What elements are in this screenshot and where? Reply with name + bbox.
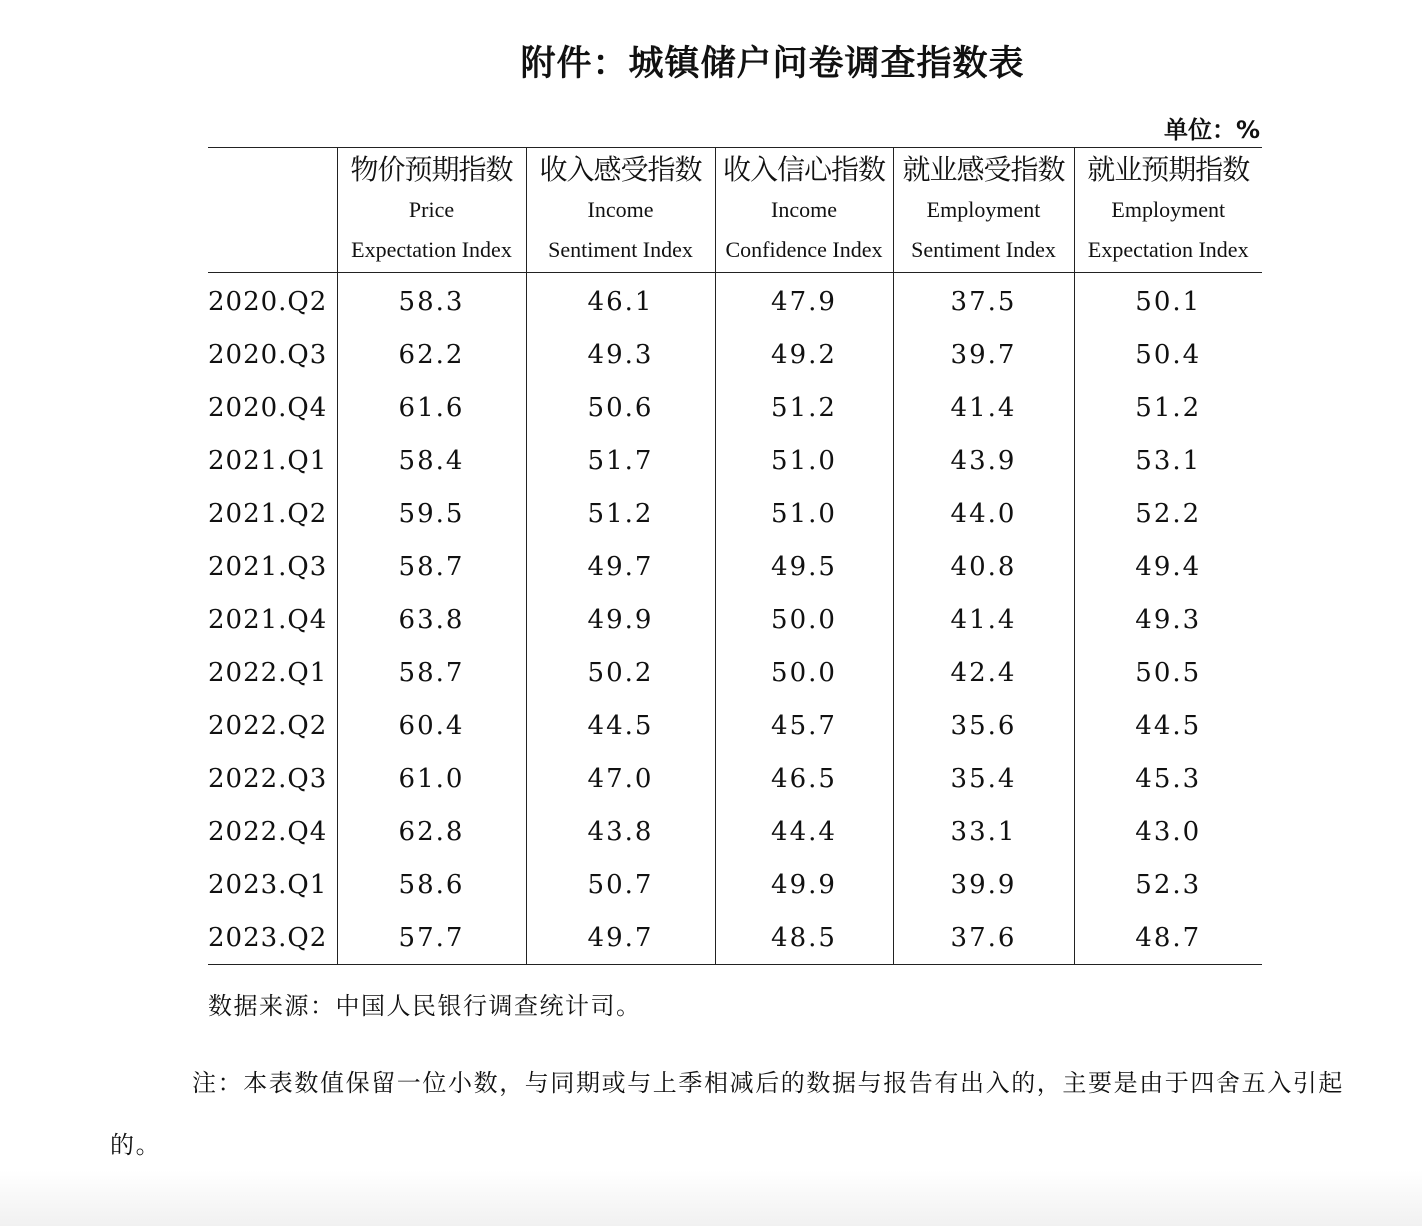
table-row [208, 540, 1262, 593]
value-cell: 62.8 [337, 805, 526, 858]
value-cell: 44.5 [1074, 699, 1262, 752]
table-row [208, 328, 1262, 381]
value-cell: 46.5 [715, 752, 893, 805]
header-en-line1: Income [587, 197, 654, 222]
quarter-cell: 2023.Q2 [208, 911, 337, 965]
header-en-line1: Price [408, 197, 455, 222]
header-cn: 就业预期指数 [1087, 153, 1250, 186]
value-cell: 46.1 [526, 273, 715, 329]
value-cell: 62.2 [337, 328, 526, 381]
value-cell: 35.4 [893, 752, 1074, 805]
header-en-line1: Employment [1111, 197, 1226, 222]
table-row [208, 381, 1262, 434]
value-cell: 61.6 [337, 381, 526, 434]
header-cell-employment-sentiment [893, 148, 1074, 273]
value-cell: 33.1 [893, 805, 1074, 858]
quarter-cell: 2022.Q2 [208, 710, 328, 741]
table-row [208, 434, 1262, 487]
header-en-line1: Income [771, 197, 837, 222]
value-cell: 49.9 [715, 858, 893, 911]
footnote: 注：本表数值保留一位小数，与同期或与上季相减后的数据与报告有出入的，主要是由于四舍五入引起的。 [110, 1069, 1344, 1159]
header-cn: 物价预期指数 [350, 153, 513, 186]
value-cell: 49.2 [715, 328, 893, 381]
header-cell-income-confidence [715, 148, 893, 273]
table-row [208, 858, 1262, 911]
value-cell: 47.9 [715, 273, 893, 329]
value-cell: 43.9 [893, 434, 1074, 487]
value-cell: 37.5 [893, 273, 1074, 329]
data-source-note: 数据来源：中国人民银行调查统计司。 [208, 992, 642, 1020]
value-cell: 48.5 [715, 911, 893, 965]
value-cell: 41.4 [893, 381, 1074, 434]
value-cell: 47.0 [526, 752, 715, 805]
unit-label: 单位：% [1163, 116, 1260, 144]
value-cell: 52.3 [1074, 858, 1262, 911]
value-cell: 58.3 [337, 273, 526, 329]
value-cell: 41.4 [893, 593, 1074, 646]
value-cell: 43.8 [526, 805, 715, 858]
value-cell: 49.3 [1074, 593, 1262, 646]
value-cell: 45.7 [715, 699, 893, 752]
value-cell: 49.9 [526, 593, 715, 646]
page-title: 附件：城镇储户问卷调查指数表 [520, 44, 1025, 84]
value-cell: 51.2 [715, 381, 893, 434]
value-cell: 50.4 [1074, 328, 1262, 381]
value-cell: 50.6 [526, 381, 715, 434]
value-cell: 51.0 [715, 434, 893, 487]
value-cell: 35.6 [893, 699, 1074, 752]
value-cell: 51.2 [526, 487, 715, 540]
value-cell: 45.3 [1074, 752, 1262, 805]
value-cell: 58.6 [337, 858, 526, 911]
header-cell-income-sentiment [526, 148, 715, 273]
value-cell: 51.0 [715, 487, 893, 540]
quarter-cell: 2020.Q3 [208, 339, 328, 370]
value-cell: 50.1 [1074, 273, 1262, 329]
value-cell: 51.2 [1074, 381, 1262, 434]
quarter-cell: 2021.Q1 [208, 445, 328, 476]
quarter-cell: 2020.Q2 [208, 286, 328, 317]
header-cell-price-expectation [337, 148, 526, 273]
table-row [208, 273, 1262, 329]
value-cell: 60.4 [337, 699, 526, 752]
value-cell: 51.7 [526, 434, 715, 487]
value-cell: 49.3 [526, 328, 715, 381]
value-cell: 39.7 [893, 328, 1074, 381]
value-cell: 49.7 [526, 911, 715, 965]
value-cell: 57.7 [337, 911, 526, 965]
value-cell: 44.4 [715, 805, 893, 858]
value-cell: 52.2 [1074, 487, 1262, 540]
value-cell: 49.4 [1074, 540, 1262, 593]
header-cn: 收入感受指数 [539, 153, 702, 186]
value-cell: 63.8 [337, 593, 526, 646]
header-cn: 收入信心指数 [722, 153, 885, 186]
table-row [208, 911, 1262, 965]
header-en-line2: Sentiment Index [548, 237, 693, 262]
header-cn: 就业感受指数 [902, 153, 1065, 186]
value-cell: 43.0 [1074, 805, 1262, 858]
value-cell: 53.1 [1074, 434, 1262, 487]
quarter-cell: 2020.Q4 [208, 392, 328, 423]
header-en-line2: Expectation Index [351, 237, 512, 262]
value-cell: 58.7 [337, 646, 526, 699]
header-en-line2: Confidence Index [725, 237, 883, 262]
table-row [208, 646, 1262, 699]
value-cell: 49.7 [526, 540, 715, 593]
value-cell: 50.2 [526, 646, 715, 699]
value-cell: 37.6 [893, 911, 1074, 965]
value-cell: 58.7 [337, 540, 526, 593]
quarter-cell: 2022.Q4 [208, 816, 328, 847]
table-row [208, 805, 1262, 858]
value-cell: 44.0 [893, 487, 1074, 540]
value-cell: 50.7 [526, 858, 715, 911]
quarter-cell: 2021.Q4 [208, 604, 328, 635]
value-cell: 48.7 [1074, 911, 1262, 965]
table-row [208, 752, 1262, 805]
header-en-line2: Sentiment Index [911, 237, 1056, 262]
value-cell: 61.0 [337, 752, 526, 805]
value-cell: 59.5 [337, 487, 526, 540]
value-cell: 44.5 [526, 699, 715, 752]
header-en-line1: Employment [926, 197, 1041, 222]
quarter-cell: 2021.Q2 [208, 498, 328, 529]
value-cell: 49.5 [715, 540, 893, 593]
quarter-cell: 2023.Q1 [208, 869, 328, 900]
header-en-line2: Expectation Index [1087, 237, 1249, 262]
table-row [208, 593, 1262, 646]
index-table [208, 147, 1262, 965]
value-cell: 39.9 [893, 858, 1074, 911]
quarter-cell: 2022.Q1 [208, 657, 328, 688]
value-cell: 50.0 [715, 646, 893, 699]
value-cell: 50.0 [715, 593, 893, 646]
value-cell: 40.8 [893, 540, 1074, 593]
value-cell: 42.4 [893, 646, 1074, 699]
value-cell: 58.4 [337, 434, 526, 487]
table-header-row [208, 148, 1262, 273]
table-row [208, 487, 1262, 540]
value-cell: 50.5 [1074, 646, 1262, 699]
table-row [208, 699, 1262, 752]
header-cell-employment-expectation [1074, 148, 1262, 273]
header-cell-quarter [208, 148, 337, 273]
quarter-cell: 2022.Q3 [208, 763, 328, 794]
quarter-cell: 2021.Q3 [208, 551, 328, 582]
